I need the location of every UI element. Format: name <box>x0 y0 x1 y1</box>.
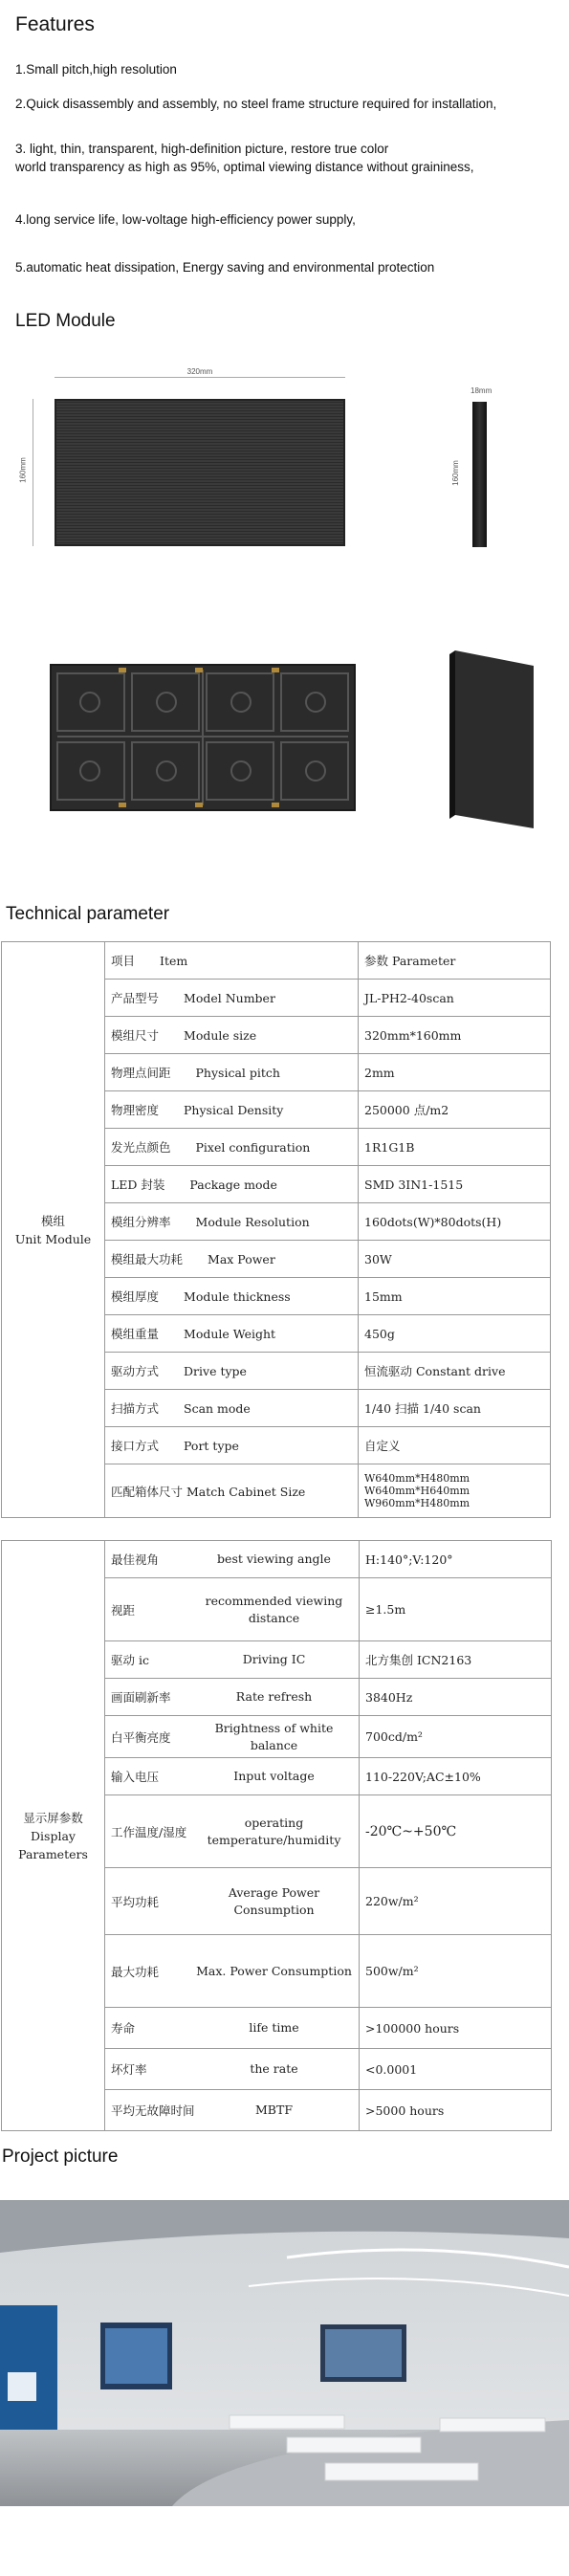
led-module-back-image <box>50 664 356 811</box>
table-cell: 1/40 扫描 1/40 scan <box>359 1390 551 1427</box>
table-row: 接口方式 Port type <box>105 1427 359 1464</box>
feature-item: 3. light, thin, transparent, high-definition picture, restore true color <box>15 142 389 156</box>
table-row: LED 封装 Package mode <box>105 1166 359 1203</box>
table-cell: 1R1G1B <box>359 1129 551 1166</box>
table-row: 模组最大功耗 Max Power <box>105 1241 359 1278</box>
table-row: 发光点颜色 Pixel configuration <box>105 1129 359 1166</box>
table-row: 视距 recommended viewing distance <box>105 1578 360 1641</box>
table-row: 驱动 ic Driving IC <box>105 1641 360 1679</box>
table-cell: 自定义 <box>359 1427 551 1464</box>
table-row: 模组重量 Module Weight <box>105 1315 359 1353</box>
table-row: 坏灯率 the rate <box>105 2049 360 2090</box>
feature-item: world transparency as high as 95%, optimal viewing distance without graininess, <box>15 160 474 174</box>
table-row: 模组分辨率 Module Resolution <box>105 1203 359 1241</box>
display-params-en2: Parameters <box>18 1846 88 1861</box>
table-cell: W640mm*H480mm W640mm*H640mm W960mm*H480mm <box>359 1464 551 1518</box>
table-row: 白平衡亮度 Brightness of white balance <box>105 1716 360 1758</box>
table-row: 模组厚度 Module thickness <box>105 1278 359 1315</box>
led-module-perspective-image <box>449 650 534 828</box>
table-cell: 恒流驱动 Constant drive <box>359 1353 551 1390</box>
table-row: 最大功耗 Max. Power Consumption <box>105 1935 360 2008</box>
table-row: 最佳视角 best viewing angle <box>105 1541 360 1578</box>
project-photo <box>0 2200 569 2506</box>
display-parameters-group-label <box>2 1541 105 2131</box>
table-cell: >100000 hours <box>360 2008 552 2049</box>
table-cell: 15mm <box>359 1278 551 1315</box>
technical-parameter-heading: Technical parameter <box>6 904 170 924</box>
table-cell: 250000 点/m2 <box>359 1091 551 1129</box>
feature-item: 5.automatic heat dissipation, Energy saving and environmental protection <box>15 260 435 275</box>
module-depth-label: 18mm <box>471 386 492 395</box>
project-picture-heading: Project picture <box>2 2147 119 2167</box>
module-height-dimension <box>18 399 36 546</box>
unit-module-group-label <box>2 942 105 1518</box>
table-cell: JL-PH2-40scan <box>359 980 551 1017</box>
table-cell: 2mm <box>359 1054 551 1091</box>
table-cell: H:140°;V:120° <box>360 1541 552 1578</box>
table-cell: 160dots(W)*80dots(H) <box>359 1203 551 1241</box>
table-row: 模组尺寸 Module size <box>105 1017 359 1054</box>
table-cell: 北方集创 ICN2163 <box>360 1641 552 1679</box>
table-cell: SMD 3IN1-1515 <box>359 1166 551 1203</box>
table-row: 平均无故障时间 MBTF <box>105 2090 360 2131</box>
table-row: 驱动方式 Drive type <box>105 1353 359 1390</box>
module-height-label: 160mm <box>18 457 28 483</box>
table-row: 项目 Item <box>105 942 359 980</box>
table-row: 寿命 life time <box>105 2008 360 2049</box>
table-cell: 3840Hz <box>360 1679 552 1716</box>
led-module-side-image <box>472 402 487 547</box>
module-width-dimension <box>55 369 345 381</box>
table-row: 平均功耗 Average Power Consumption <box>105 1868 360 1935</box>
display-params-en1: Display <box>31 1828 76 1843</box>
table-cell: <0.0001 <box>360 2049 552 2090</box>
table-cell: 700cd/m² <box>360 1716 552 1758</box>
feature-item: 2.Quick disassembly and assembly, no steel frame structure required for installation, <box>15 97 497 111</box>
table-row: 匹配箱体尺寸 Match Cabinet Size <box>105 1464 359 1518</box>
feature-item: 4.long service life, low-voltage high-efficiency power supply, <box>15 212 356 227</box>
table-row: 输入电压 Input voltage <box>105 1758 360 1795</box>
table-row: 工作温度/湿度 operating temperature/humidity <box>105 1795 360 1868</box>
table-cell: >5000 hours <box>360 2090 552 2131</box>
table-row: 画面刷新率 Rate refresh <box>105 1679 360 1716</box>
table-cell: 110-220V;AC±10% <box>360 1758 552 1795</box>
table-cell: -20℃~+50℃ <box>360 1795 552 1868</box>
table-cell: ≥1.5m <box>360 1578 552 1641</box>
display-parameters-table <box>1 1540 552 2131</box>
table-row: 物理密度 Physical Density <box>105 1091 359 1129</box>
table-cell: 30W <box>359 1241 551 1278</box>
unit-module-cn: 模组 <box>40 1213 65 1228</box>
module-width-label: 320mm <box>186 367 213 376</box>
table-row: 扫描方式 Scan mode <box>105 1390 359 1427</box>
module-side-height-label: 160mm <box>450 460 460 486</box>
display-params-cn: 显示屏参数 <box>23 1810 83 1825</box>
unit-module-en: Unit Module <box>14 1231 92 1246</box>
table-cell: 500w/m² <box>360 1935 552 2008</box>
table-cell: 320mm*160mm <box>359 1017 551 1054</box>
table-cell: 450g <box>359 1315 551 1353</box>
led-module-front-image <box>55 399 345 546</box>
table-row: 产品型号 Model Number <box>105 980 359 1017</box>
table-cell: 220w/m² <box>360 1868 552 1935</box>
table-cell: 参数 Parameter <box>359 942 551 980</box>
features-heading: Features <box>15 13 95 35</box>
unit-module-table <box>1 941 551 1518</box>
led-module-heading: LED Module <box>15 311 116 331</box>
feature-item: 1.Small pitch,high resolution <box>15 62 177 77</box>
table-row: 物理点间距 Physical pitch <box>105 1054 359 1091</box>
